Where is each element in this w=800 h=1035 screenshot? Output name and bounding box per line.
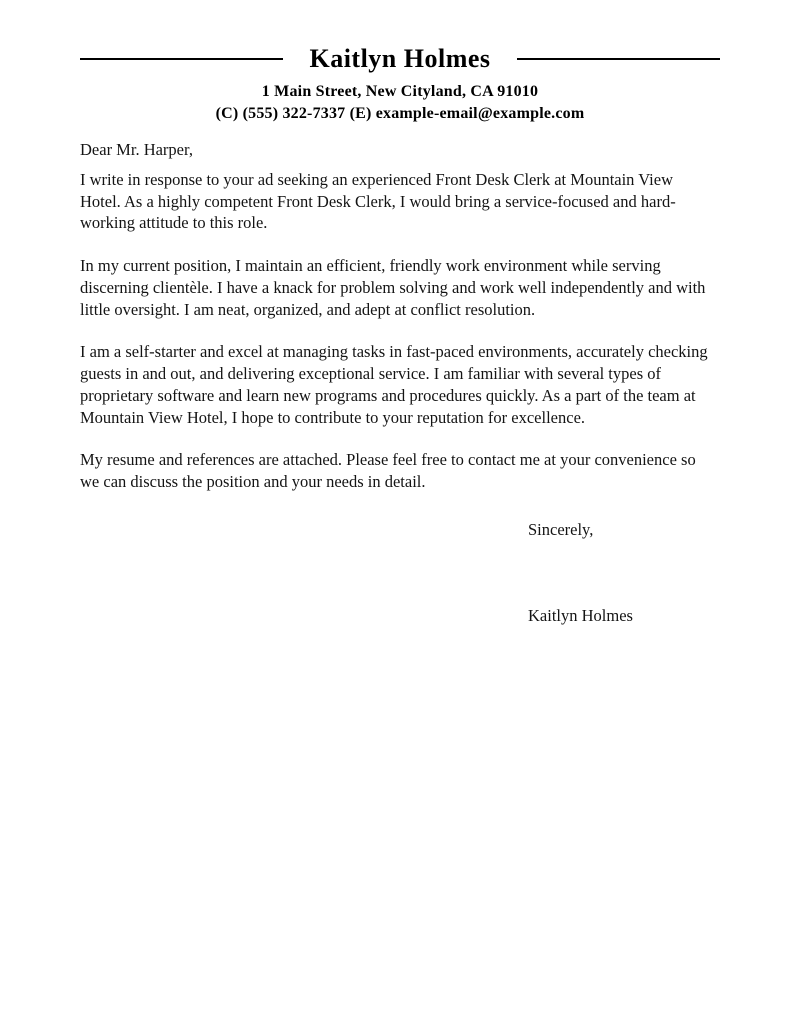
paragraph-4: My resume and references are attached. Please feel free to contact me at your convenience so we can discuss the position and your needs in detail.: [80, 450, 696, 492]
paragraph-1: I write in response to your ad seeking an experienced Front Desk Clerk at Mountain View Hotel. As a highly competent Front Desk Clerk, I would bring a service-focused and hard-working attitude to this role.: [80, 169, 676, 233]
salutation: Dear Mr. Harper,: [80, 140, 193, 159]
signature-name: Kaitlyn Holmes: [528, 605, 633, 625]
closing-block: [528, 519, 720, 627]
address-line: 1 Main Street, New Cityland, CA 91010: [261, 83, 539, 100]
paragraph-2: In my current position, I maintain an efficient, friendly work environment while serving discerning clientèle. I have a knack for problem solving and work well independently and with little oversight. I am neat, organized, and adept at conflict resolution.: [80, 256, 706, 319]
letter-header: [80, 44, 720, 123]
paragraph-3: I am a self-starter and excel at managing tasks in fast-paced environments, accurately checking guests in and out, and delivering exceptional service. I am familiar with several types of proprietary software and learn new programs and procedures quickly. As a part of the team at Mountain View Hotel, I hope to contribute to your reputation for excellence.: [80, 342, 708, 427]
applicant-name: Kaitlyn Holmes: [309, 44, 491, 73]
name-row: [80, 44, 720, 74]
closing: Sincerely,: [528, 519, 594, 539]
letter-body: [80, 139, 720, 626]
right-rule: [517, 58, 720, 60]
left-rule: [80, 58, 283, 60]
phone-email-line: (C) (555) 322-7337 (E) example-email@example.com: [215, 105, 585, 122]
